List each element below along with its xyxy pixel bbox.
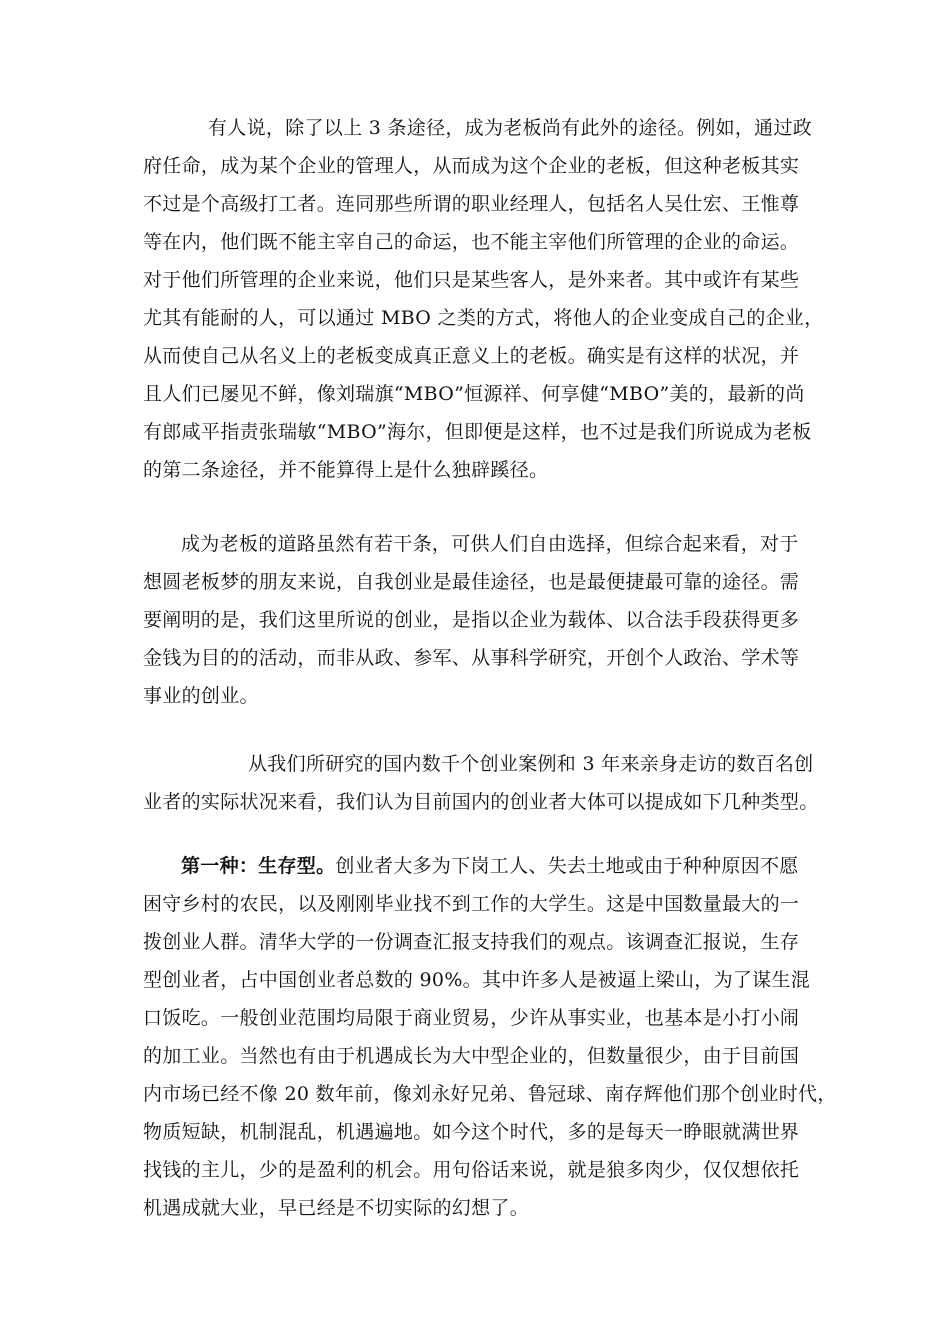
text-line: 有郎咸平指责张瑞敏“MBO”海尔，但即便是这样，也不过是我们所说成为老板	[143, 421, 812, 443]
section-lead-heading: 第一种：生存型。	[181, 855, 336, 877]
text-line: 的第二条途径，并不能算得上是什么独辟蹊径。	[143, 459, 549, 481]
text-line: 业者的实际状况来看，我们认为目前国内的创业者大体可以提成如下几种类型。	[143, 791, 819, 813]
text-line: 困守乡村的农民，以及刚刚毕业找不到工作的大学生。这是中国数量最大的一	[143, 893, 800, 915]
text-line: 对于他们所管理的企业来说，他们只是某些客人，是外来者。其中或许有某些	[143, 269, 800, 291]
text-line: 等在内，他们既不能主宰自己的命运，也不能主宰他们所管理的企业的命运。	[143, 231, 800, 253]
text-line: 拨创业人群。清华大学的一份调查汇报支持我们的观点。该调查汇报说，生存	[143, 931, 800, 953]
text-line: 有人说，除了以上 3 条途径，成为老板尚有此外的途径。例如，通过政	[208, 117, 813, 139]
text-line: 机遇成就大业，早已经是不切实际的幻想了。	[143, 1197, 530, 1219]
text-line: 型创业者，占中国创业者总数的 90%。其中许多人是被逼上梁山，为了谋生混	[143, 969, 811, 991]
text-line: 不过是个高级打工者。连同那些所谓的职业经理人，包括名人吴仕宏、王惟尊	[143, 193, 800, 215]
text-line: 想圆老板梦的朋友来说，自我创业是最佳途径，也是最便捷最可靠的途径。需	[143, 571, 800, 593]
text-line: 找钱的主儿，少的是盈利的机会。用句俗话来说，就是狼多肉少，仅仅想依托	[143, 1159, 800, 1181]
text-line: 内市场已经不像 20 数年前，像刘永好兄弟、鲁冠球、南存辉他们那个创业时代，	[143, 1083, 837, 1105]
text-line: 从而使自己从名义上的老板变成真正意义上的老板。确实是有这样的状况，并	[143, 345, 800, 367]
text-line: 府任命，成为某个企业的管理人，从而成为这个企业的老板，但这种老板其实	[143, 155, 800, 177]
text-line: 从我们所研究的国内数千个创业案例和 3 年来亲身走访的数百名创	[248, 753, 814, 775]
text-line: 口饭吃。一般创业范围均局限于商业贸易，少许从事实业，也基本是小打小闹	[143, 1007, 800, 1029]
text-line: 的加工业。当然也有由于机遇成长为大中型企业的，但数量很少，由于目前国	[143, 1045, 800, 1067]
text-line: 物质短缺，机制混乱，机遇遍地。如今这个时代，多的是每天一睁眼就满世界	[143, 1121, 800, 1143]
text-line: 尤其有能耐的人，可以通过 MBO 之类的方式，将他人的企业变成自己的企业，	[143, 307, 824, 329]
text-line: 且人们已屡见不鲜，像刘瑞旗“MBO”恒源祥、何享健“MBO”美的，最新的尚	[143, 383, 805, 405]
text-line: 金钱为目的的活动，而非从政、参军、从事科学研究，开创个人政治、学术等	[143, 647, 800, 669]
text-line: 要阐明的是，我们这里所说的创业，是指以企业为载体、以合法手段获得更多	[143, 609, 800, 631]
text-line-content: 创业者大多为下岗工人、失去土地或由于种种原因不愿	[335, 855, 799, 877]
text-line: 成为老板的道路虽然有若干条，可供人们自由选择，但综合起来看，对于	[181, 533, 799, 555]
text-line: 事业的创业。	[143, 685, 259, 707]
text-line	[181, 854, 799, 878]
